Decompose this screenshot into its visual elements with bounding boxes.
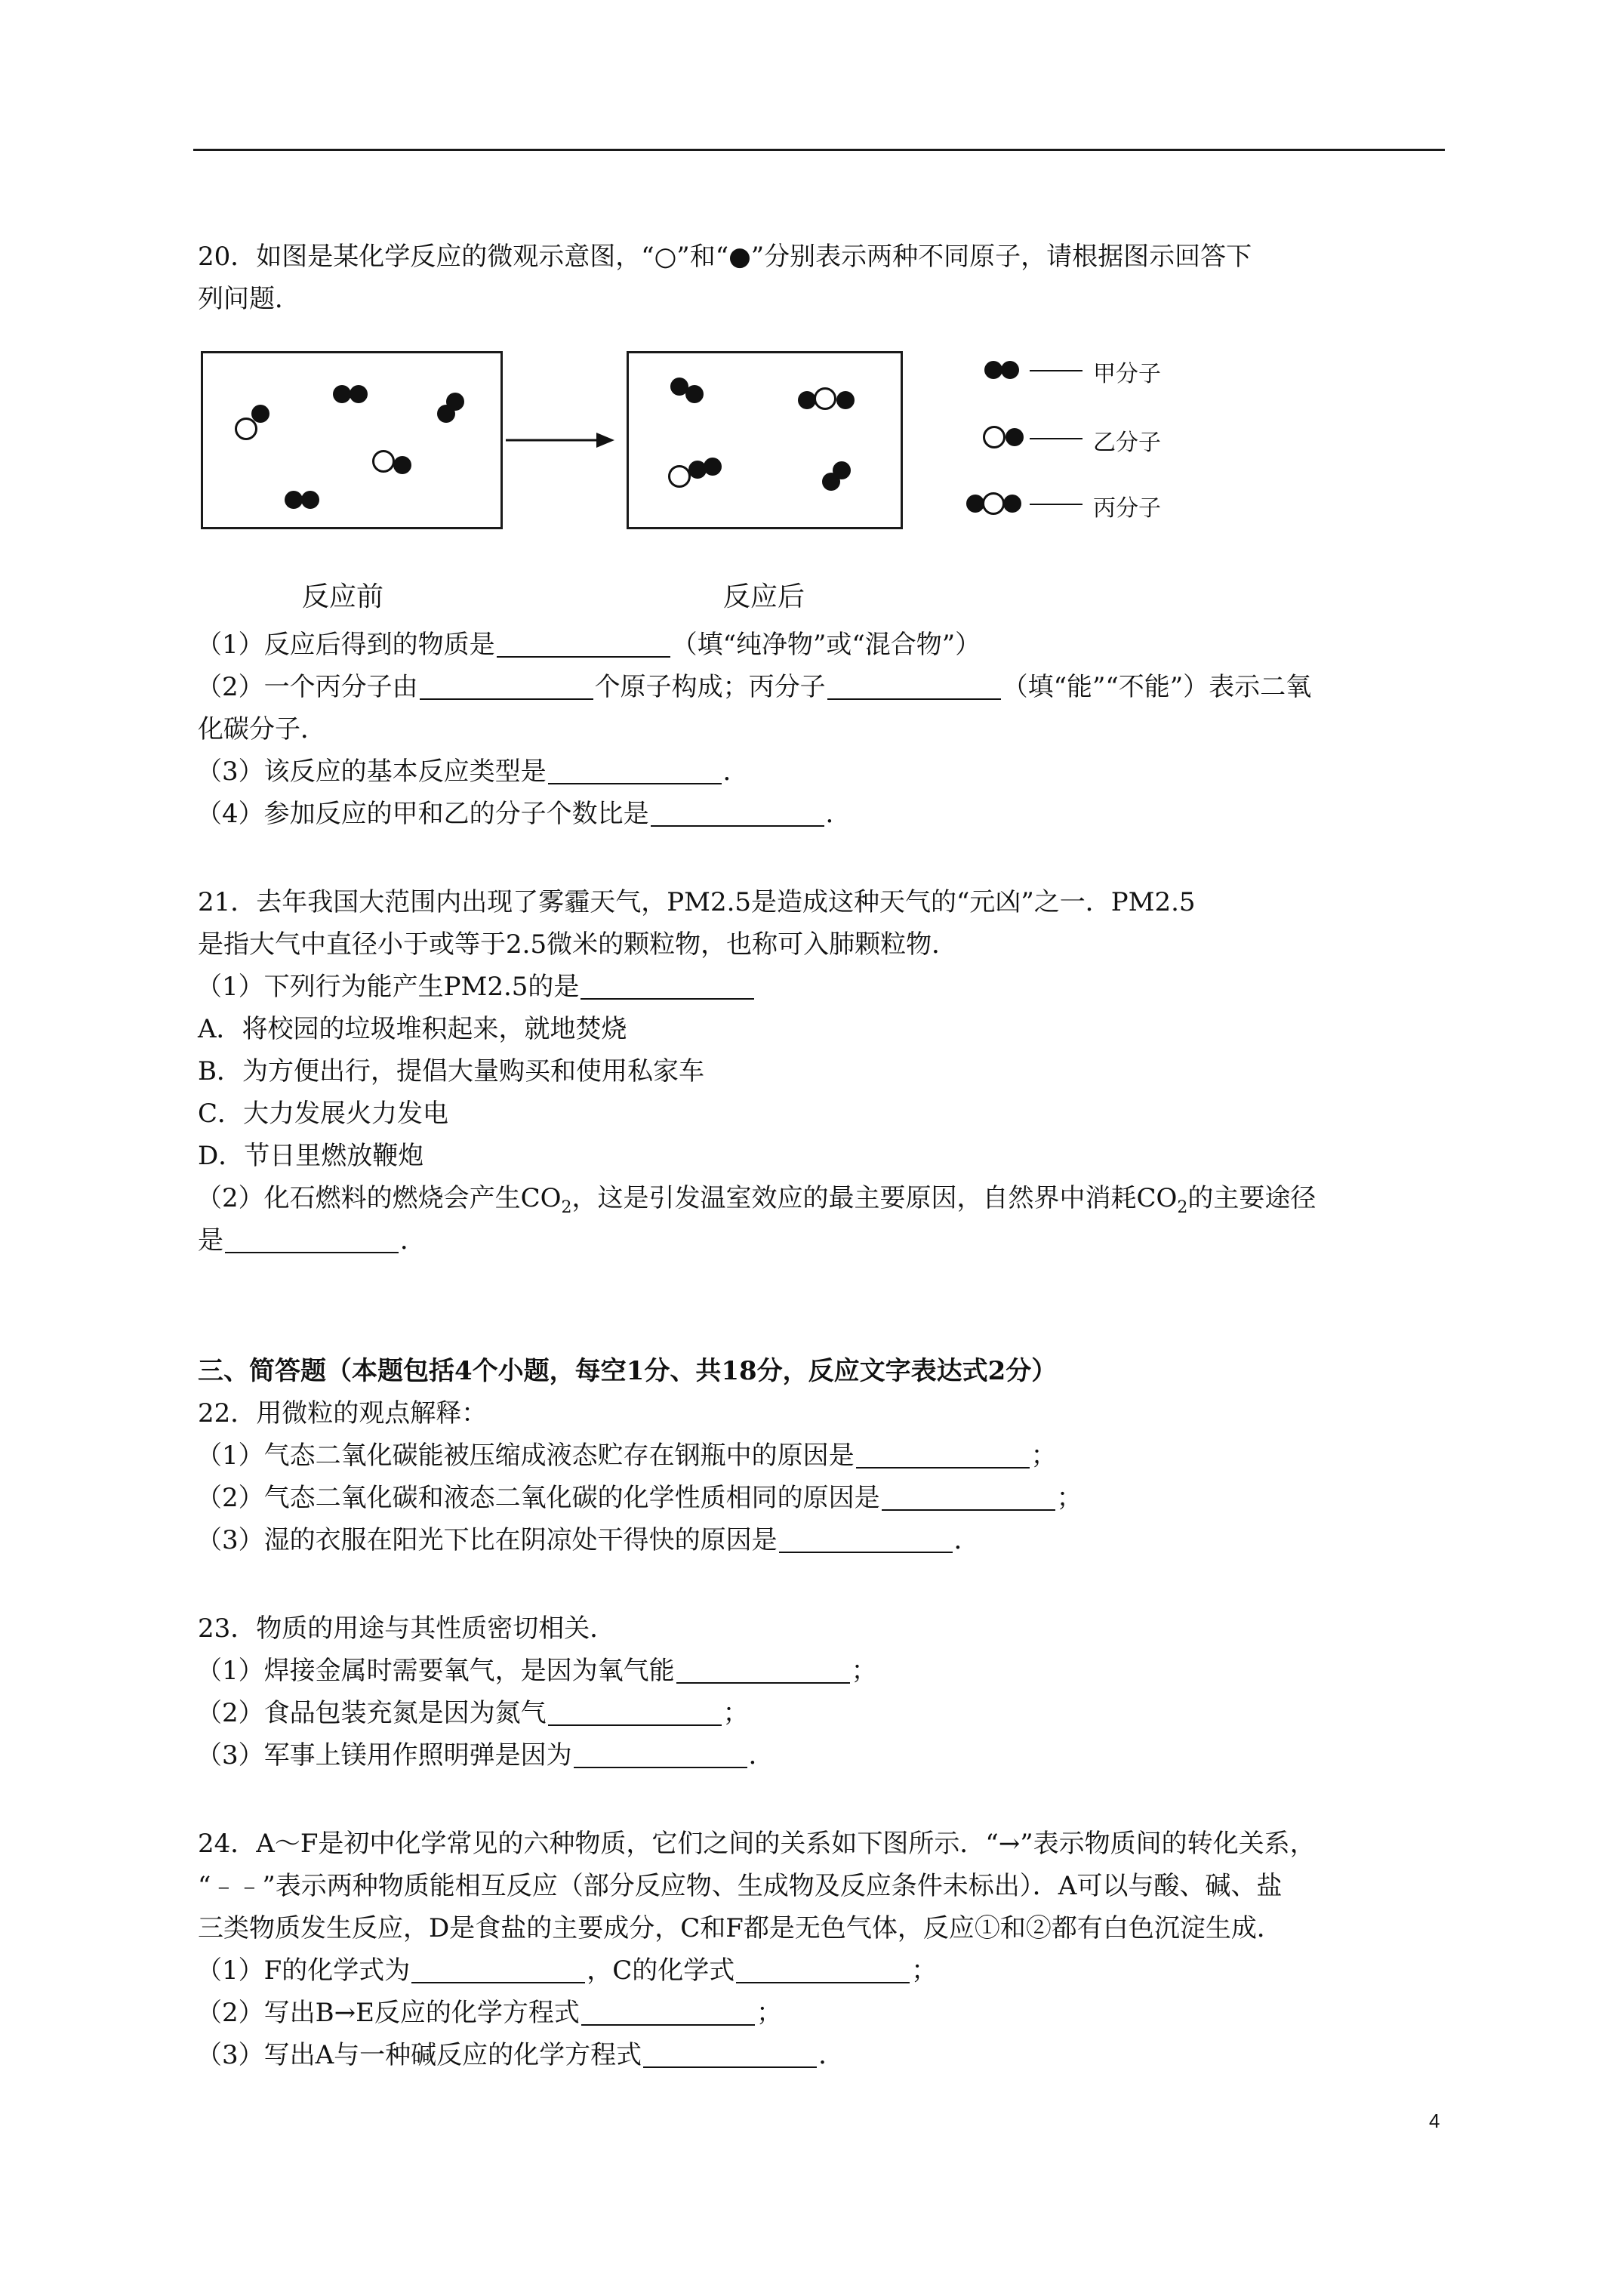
black-atom [285, 491, 303, 509]
after-reaction-box [627, 351, 903, 529]
q24-part3: （3）写出A与一种碱反应的化学方程式 ． [196, 2040, 845, 2070]
reaction-arrow [504, 429, 617, 451]
q20-part2: （2）一个丙分子由 个原子构成；丙分子 （填“能”“不能”）表示二氧 [196, 672, 1312, 702]
answer-blank[interactable] [411, 1956, 585, 1983]
q24-part2: （2）写出B→E反应的化学方程式 ； [196, 1998, 782, 2028]
q21-stem-line2: 是指大气中直径小于或等于2.5微米的颗粒物，也称可入肺颗粒物． [198, 929, 958, 960]
answer-blank[interactable] [497, 630, 670, 658]
black-atom [251, 405, 269, 423]
answer-blank[interactable] [651, 800, 824, 827]
answer-blank[interactable] [882, 1484, 1055, 1511]
black-atom [836, 391, 855, 409]
legend-yi-black [1006, 428, 1024, 446]
q21-option-c: C．大力发展火力发电 [198, 1099, 449, 1129]
q21-option-a: A．将校园的垃圾堆积起来，就地焚烧 [198, 1014, 627, 1044]
answer-blank[interactable] [548, 757, 722, 784]
answer-blank[interactable] [827, 673, 1001, 700]
q21-part2: （2）化石燃料的燃烧会产生$CO_2$，这是引发温室效应的最主要原因，自然界中消耗$CO_2$的主要途径 [196, 1183, 1317, 1217]
caption-after: 反应后 [723, 581, 805, 612]
q23-part1: （1）焊接金属时需要氧气，是因为氧气能 ； [196, 1656, 877, 1686]
q20-stem-line1: 20．如图是某化学反应的微观示意图，“○”和“●”分别表示两种不同原子，请根据图示回答下 [198, 242, 1252, 272]
black-atom [350, 385, 368, 403]
answer-blank[interactable] [225, 1226, 399, 1253]
q20-stem-line2: 列问题． [198, 284, 300, 314]
q23-part2: （2）食品包装充氮是因为氮气 ； [196, 1698, 749, 1728]
q24-stem-line2: “﹣﹣”表示两种物质能相互反应（部分反应物、生成物及反应条件未标出）．A可以与酸、碱、盐 [198, 1871, 1283, 1901]
q23-stem: 23．物质的用途与其性质密切相关． [198, 1613, 616, 1644]
q23-part3: （3）军事上镁用作照明弹是因为 ． [196, 1740, 775, 1771]
q22-part1: （1）气态二氧化碳能被压缩成液态贮存在钢瓶中的原因是 ； [196, 1441, 1057, 1471]
caption-before: 反应前 [302, 581, 384, 612]
black-atom [833, 461, 851, 479]
legend-bing-black [1003, 495, 1021, 513]
answer-blank[interactable] [574, 1741, 747, 1768]
q21-part2-cont: 是 ． [198, 1225, 426, 1256]
white-atom [814, 387, 836, 410]
answer-blank[interactable] [548, 1699, 722, 1726]
answer-blank[interactable] [856, 1441, 1030, 1469]
legend-jia-atom-2 [1001, 361, 1019, 379]
legend-line [1030, 370, 1083, 371]
q20-part3: （3）该反应的基本反应类型是 ． [196, 757, 749, 787]
answer-blank[interactable] [676, 1657, 850, 1684]
black-atom [704, 458, 722, 476]
q20-part1: （1）反应后得到的物质是 （填“纯净物”或“混合物”） [196, 630, 981, 660]
legend-line [1030, 438, 1083, 439]
page-number: 4 [1429, 2110, 1440, 2132]
legend-yi-label: 乙分子 [1093, 430, 1161, 456]
legend-jia-atom-1 [984, 361, 1002, 379]
q22-part2: （2）气态二氧化碳和液态二氧化碳的化学性质相同的原因是 ； [196, 1483, 1083, 1513]
q22-stem: 22．用微粒的观点解释： [198, 1398, 488, 1428]
q24-stem-line3: 三类物质发生反应，D是食盐的主要成分，C和F都是无色气体，反应①和②都有白色沉淀生成． [198, 1913, 1283, 1943]
answer-blank[interactable] [779, 1526, 953, 1553]
black-atom [446, 393, 464, 411]
answer-blank[interactable] [736, 1956, 910, 1983]
answer-blank[interactable] [643, 2041, 817, 2068]
q22-part3: （3）湿的衣服在阳光下比在阴凉处干得快的原因是 ． [196, 1525, 980, 1555]
legend-bing-white [982, 492, 1005, 515]
q24-part1: （1）F的化学式为 ，C的化学式 ； [196, 1955, 938, 1986]
black-atom [393, 456, 411, 474]
section-3-title: 三、简答题（本题包括4个小题，每空1分、共18分，反应文字表达式2分） [198, 1356, 1058, 1386]
black-atom [333, 385, 351, 403]
legend-yi-white [983, 426, 1006, 448]
q24-stem-line1: 24．A～F是初中化学常见的六种物质，它们之间的关系如下图所示．“→”表示物质间的转化关系， [198, 1829, 1316, 1859]
header-rule [193, 149, 1445, 151]
legend-jia-label: 甲分子 [1093, 361, 1161, 387]
q21-part1: （1）下列行为能产生PM2.5的是 [196, 972, 756, 1002]
q20-part4: （4）参加反应的甲和乙的分子个数比是 ． [196, 799, 852, 829]
black-atom [685, 385, 704, 403]
white-atom [668, 465, 691, 488]
white-atom [372, 450, 395, 473]
q21-option-b: B．为方便出行，提倡大量购买和使用私家车 [198, 1056, 704, 1086]
answer-blank[interactable] [420, 673, 593, 700]
q21-stem-line1: 21．去年我国大范围内出现了雾霾天气，PM2.5是造成这种天气的“元凶”之一．PM2.5 [198, 887, 1196, 917]
answer-blank[interactable] [581, 1999, 755, 2026]
white-atom [235, 418, 257, 440]
legend-bing-label: 丙分子 [1093, 495, 1161, 522]
before-reaction-box [201, 351, 503, 529]
answer-blank[interactable] [581, 972, 754, 1000]
q20-part2-cont: 化碳分子． [198, 714, 326, 744]
black-atom [301, 491, 319, 509]
legend-line [1030, 504, 1083, 505]
q21-option-d: D．节日里燃放鞭炮 [198, 1141, 424, 1171]
